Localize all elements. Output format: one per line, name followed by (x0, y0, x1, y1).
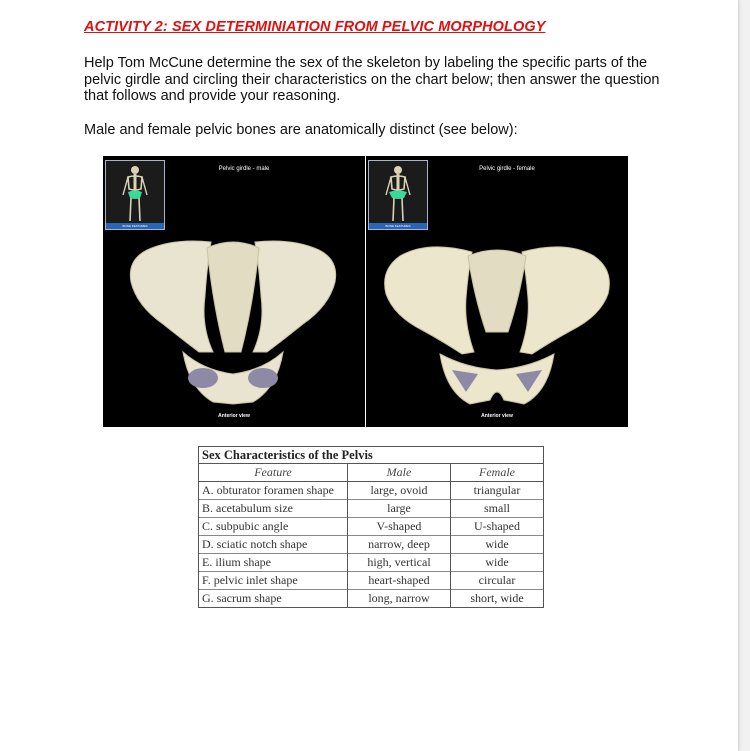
female-cell[interactable]: short, wide (451, 590, 544, 608)
thumbnail-label: BONE FEATURES (369, 223, 427, 229)
table-row (199, 518, 544, 536)
female-cell[interactable]: U-shaped (451, 518, 544, 536)
thumbnail-label: BONE FEATURES (106, 223, 164, 229)
male-pelvis-figure (103, 156, 365, 427)
female-cell[interactable]: circular (451, 572, 544, 590)
table-row (199, 572, 544, 590)
header-male: Male (348, 464, 451, 482)
female-pelvis-illustration (366, 156, 628, 427)
figure-title: Pelvic girdle - female (479, 166, 535, 172)
male-pelvis-illustration (103, 156, 365, 427)
table-row (199, 536, 544, 554)
figure-title: Pelvic girdle - male (218, 166, 270, 172)
female-cell[interactable]: triangular (451, 482, 544, 500)
sex-characteristics-table (198, 446, 544, 608)
table-header-row (199, 464, 544, 482)
table-row (199, 482, 544, 500)
feature-cell: F. pelvic inlet shape (199, 572, 348, 590)
table-row (199, 554, 544, 572)
female-pelvis-figure (366, 156, 628, 427)
male-cell[interactable]: heart-shaped (348, 572, 451, 590)
table-row (199, 500, 544, 518)
male-cell[interactable]: V-shaped (348, 518, 451, 536)
male-cell[interactable]: high, vertical (348, 554, 451, 572)
feature-cell: C. subpubic angle (199, 518, 348, 536)
female-cell[interactable]: wide (451, 536, 544, 554)
male-cell[interactable]: narrow, deep (348, 536, 451, 554)
intro-paragraph: Male and female pelvic bones are anatomically distinct (see below): (84, 122, 518, 138)
figure-caption: Anterior view (218, 413, 250, 419)
feature-cell: B. acetabulum size (199, 500, 348, 518)
female-cell[interactable]: wide (451, 554, 544, 572)
male-cell[interactable]: large (348, 500, 451, 518)
header-feature: Feature (199, 464, 348, 482)
feature-cell: G. sacrum shape (199, 590, 348, 608)
activity-title: ACTIVITY 2: SEX DETERMINIATION FROM PELVIC MORPHOLOGY (84, 19, 546, 35)
instructions-paragraph: Help Tom McCune determine the sex of the skeleton by labeling the specific parts of the pelvic girdle and circling their characteristics on the chart below; then answer the question that follows and provide your reasoning. (84, 55, 660, 104)
feature-cell: A. obturator foramen shape (199, 482, 348, 500)
table-row (199, 590, 544, 608)
male-cell[interactable]: large, ovoid (348, 482, 451, 500)
feature-cell: D. sciatic notch shape (199, 536, 348, 554)
male-cell[interactable]: long, narrow (348, 590, 451, 608)
header-female: Female (451, 464, 544, 482)
table-caption: Sex Characteristics of the Pelvis (199, 447, 544, 464)
female-cell[interactable]: small (451, 500, 544, 518)
figure-caption: Anterior view (481, 413, 513, 419)
feature-cell: E. ilium shape (199, 554, 348, 572)
